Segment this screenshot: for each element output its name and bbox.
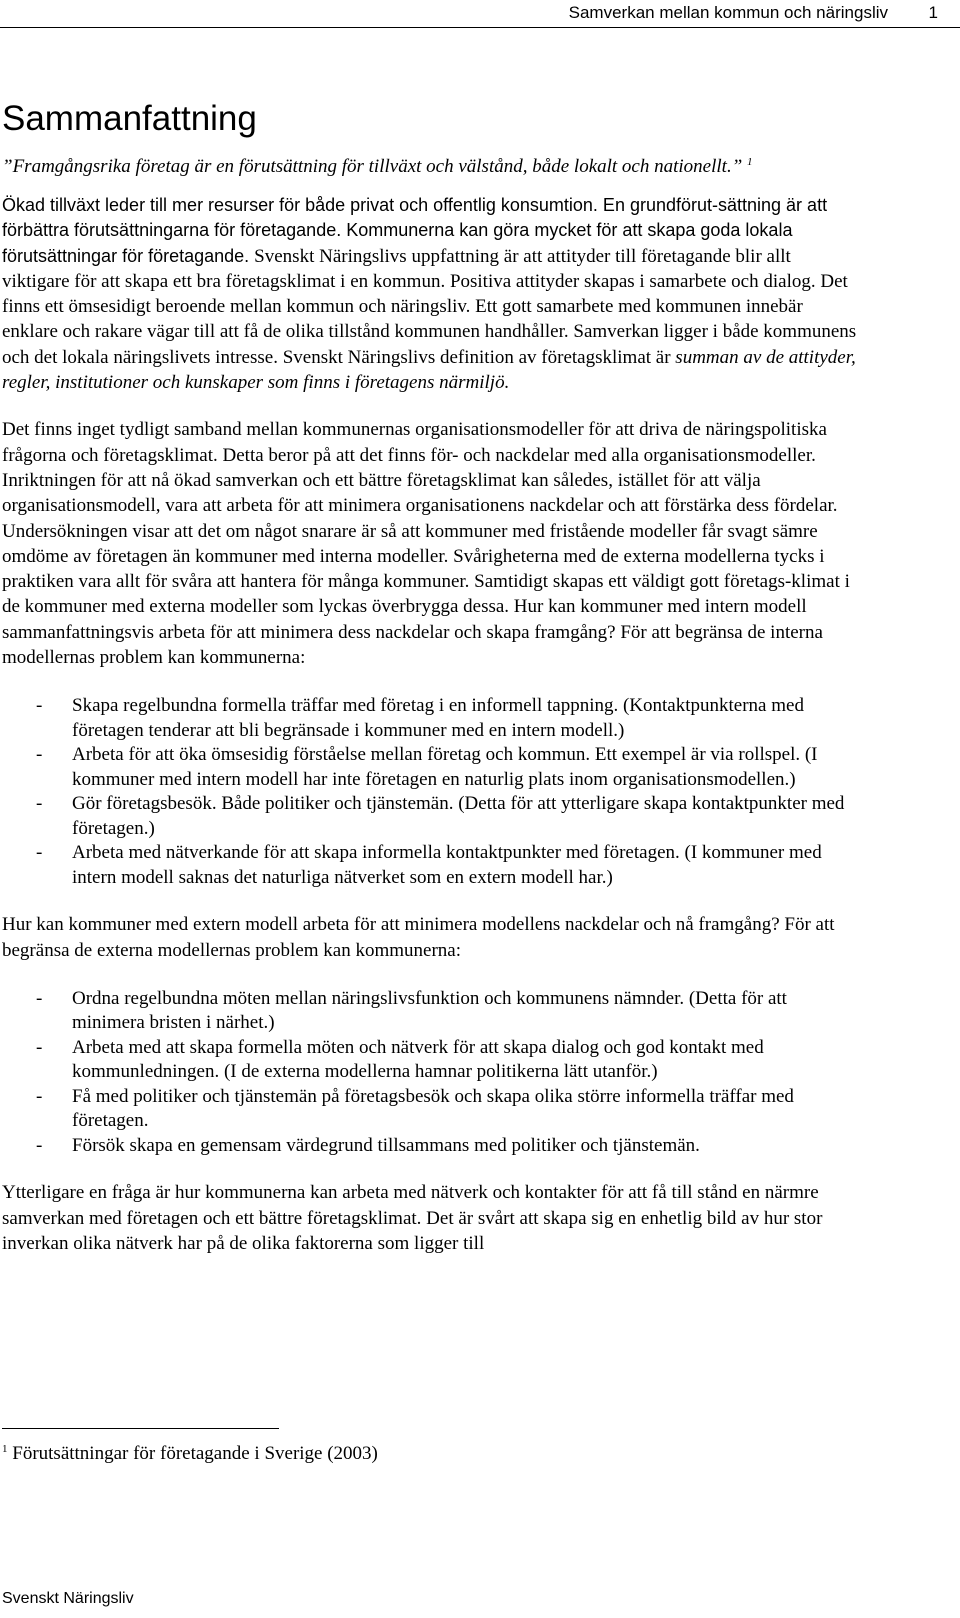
list-dash: - — [36, 842, 43, 864]
list-item-text: Arbeta med nätverkande för att skapa informella kontaktpunkter med företagen. (I kommuner med intern modell saknas det naturliga nätverket som en extern modell har.) — [72, 842, 822, 888]
list-intern-model — [2, 694, 860, 890]
footnote-rule — [2, 1428, 279, 1429]
list-item-text: Försök skapa en gemensam värdegrund tillsammans med politiker och tjänstemän. — [72, 1134, 700, 1156]
page-footer: Svenskt Näringsliv — [2, 1590, 134, 1607]
list-dash: - — [36, 1036, 43, 1058]
header-rule — [0, 27, 960, 28]
page-header — [0, 0, 960, 28]
epigraph-quote — [2, 154, 792, 180]
paragraph-intro — [2, 193, 860, 395]
page-title: Sammanfattning — [2, 99, 257, 138]
list-dash: - — [36, 695, 43, 717]
list-dash: - — [36, 1085, 43, 1107]
list-item — [2, 841, 860, 890]
list-item — [2, 743, 860, 792]
list-item — [2, 1085, 860, 1134]
paragraph-organisation-models: Det finns inget tydligt samband mellan kommunernas organisationsmodeller för att driva de näringspolitiska frågorna och företagsklimat. Detta beror på att det finns för- och nackdelar med alla organisationsmodeller. Inriktningen för att nå ökad samverkan och ett bättre företagsklimat kan således, istället för att välja organisationsmodell, vara att arbeta för att minimera organisationens nackdelar och att förstärka dess fördelar. Undersökningen visar att det om något snarare är så att kommuner med fristående modeller får svagt sämre omdöme av företagen än kommuner med interna modeller. Svårigheterna med de externa modellerna tycks i praktiken vara allt för svåra att hantera för många kommuner. Samtidigt skapas ett väldigt gott företags-klimat i de kommuner med externa modeller som lyckas överbrygga dessa. Hur kan kommuner med intern modell sammanfattningsvis arbeta för att minimera dess nackdelar och skapa framgång? För att begränsa de interna modellernas problem kan kommunerna: — [2, 419, 850, 669]
list-item-text: Arbeta med att skapa formella möten och nätverk för att skapa dialog och god kontakt med kommunledningen. (I de externa modellerna hamnar politikerna lätt utanför.) — [72, 1036, 764, 1083]
page-number: 1 — [928, 3, 938, 22]
running-title: Samverkan mellan kommun och näringsliv — [568, 3, 888, 22]
list-item-text: Gör företagsbesök. Både politiker och tjänstemän. (Detta för att ytterligare skapa kontaktpunkter med företagen.) — [72, 793, 845, 839]
list-item-text: Ordna regelbundna möten mellan näringslivsfunktion och kommunens nämnder. (Detta för att minimera bristen i närhet.) — [72, 987, 787, 1034]
paragraph-intro-sans: Ökad tillväxt leder till mer resurser för både privat och offentlig konsumtion. En grundförut-sättning är att förbättra förutsättningarna för företagande. Kommunerna kan göra mycket för att skapa goda lokala förutsättningar för företagande. — [2, 195, 828, 266]
quote-text: ”Framgångsrika företag är en förutsättning för tillväxt och välstånd, både lokalt och nationellt.” — [2, 156, 743, 177]
footnote — [2, 1443, 960, 1465]
main-content — [2, 98, 860, 1256]
list-item — [2, 1036, 860, 1085]
footnote-area — [0, 1428, 960, 1465]
list-dash: - — [36, 1134, 43, 1156]
footnote-reference: 1 — [747, 156, 753, 168]
paragraph-networks: Ytterligare en fråga är hur kommunerna kan arbeta med nätverk och kontakter för att få till stånd en närmre samverkan med företagen och ett bättre företagsklimat. Det är svårt att skapa sig en enhetlig bild av hur stor inverkan olika nätverk har på de olika faktorerna som ligger till — [2, 1182, 823, 1255]
list-item — [2, 987, 860, 1036]
list-item — [2, 792, 860, 841]
list-item — [2, 694, 860, 743]
definition-italic: summan av de attityder, regler, institutioner och kunskaper som finns i företagens närmiljö. — [2, 346, 856, 394]
footnote-number: 1 — [2, 1443, 8, 1455]
footnote-text: Förutsättningar för företagande i Sverige (2003) — [12, 1443, 378, 1464]
list-item-text: Få med politiker och tjänstemän på företagsbesök och skapa olika större informella träffar med företagen. — [72, 1085, 794, 1132]
list-item-text: Arbeta för att öka ömsesidig förståelse mellan företag och kommun. Ett exempel är via rollspel. (I kommuner med intern modell har inte företagen en naturlig plats inom organisationsmodellen.) — [72, 744, 818, 790]
list-dash: - — [36, 987, 43, 1009]
list-dash: - — [36, 744, 43, 766]
paragraph-intro-serif: Svenskt Näringslivs uppfattning är att attityder till företagande blir allt viktigare för att skapa ett bra företagsklimat i en kommun. Positiva attityder skapas i samarbete och dialog. Det finns ett ömsesidigt beroende mellan kommun och näringsliv. Ett gott samarbete med kommunen innebär enklare och rakare vägar till att få de olika tillstånd kommunen handhåller. Samverkan ligger i både kommunens och det lokala näringslivets intresse. Svenskt Näringslivs definition av företagsklimat är — [2, 245, 857, 368]
paragraph-extern-question: Hur kan kommuner med extern modell arbeta för att minimera modellens nackdelar och nå framgång? För att begränsa de externa modellernas problem kan kommunerna: — [2, 914, 835, 961]
list-item — [2, 1134, 860, 1159]
list-dash: - — [36, 793, 43, 815]
list-item-text: Skapa regelbundna formella träffar med företag i en informell tappning. (Kontaktpunkterna med företagen tenderar att bli begränsade i kommuner med en intern modell.) — [72, 695, 804, 741]
list-extern-model — [2, 987, 860, 1159]
